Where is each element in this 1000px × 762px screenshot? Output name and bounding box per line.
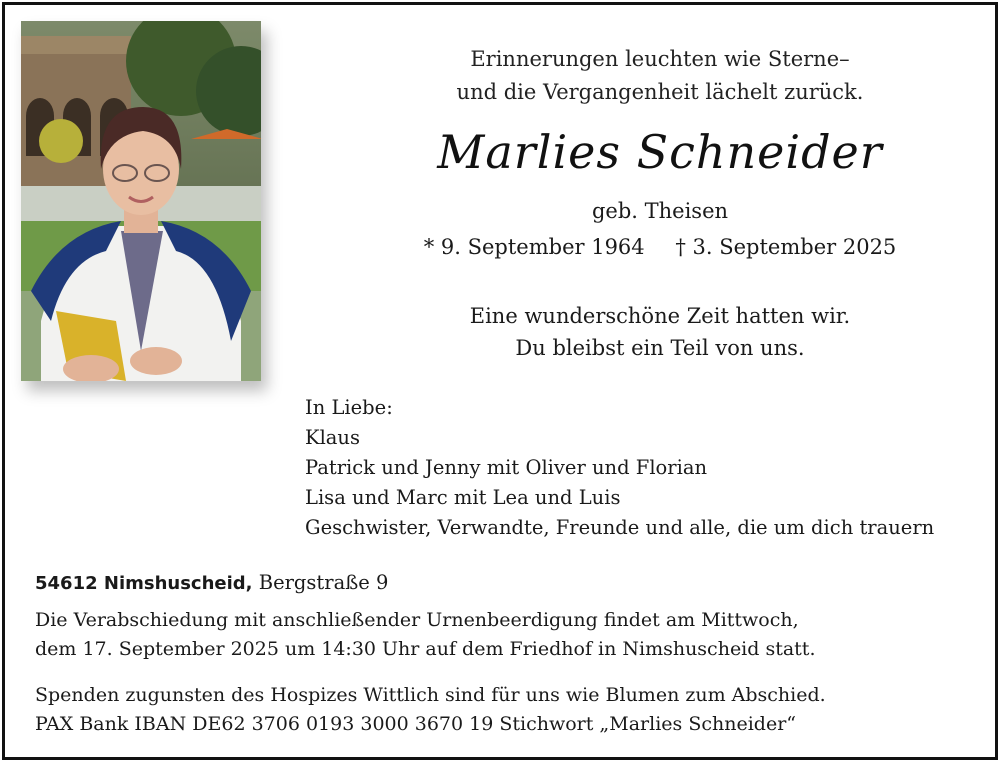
birth-date: * 9. September 1964 (423, 235, 645, 259)
portrait-photo (21, 21, 261, 381)
family-intro: In Liebe: (305, 396, 393, 419)
verse (315, 43, 1000, 109)
portrait-illustration (21, 21, 261, 381)
funeral-line-2: dem 17. September 2025 um 14:30 Uhr auf dem Friedhof in Nimshuscheid statt. (35, 638, 816, 660)
deceased-name: Marlies Schneider (437, 125, 883, 179)
donation-line-1: Spenden zugunsten des Hospizes Wittlich sind für uns wie Blumen zum Abschied. (35, 684, 826, 706)
donation-notice (35, 681, 826, 739)
funeral-notice (35, 606, 815, 664)
funeral-line-1: Die Verabschiedung mit anschließender Urnenbeerdigung findet am Mittwoch, (35, 609, 799, 631)
address-street: Bergstraße 9 (258, 571, 389, 594)
family-list (305, 393, 934, 543)
life-dates (315, 233, 1000, 261)
birth-name: geb. Theisen (591, 199, 729, 223)
saying (315, 300, 1000, 364)
family-member: Lisa und Marc mit Lea und Luis (305, 486, 621, 509)
verse-line-2: und die Vergangenheit lächelt zurück. (456, 80, 864, 104)
address-city: 54612 Nimshuscheid, (35, 573, 253, 594)
death-date: † 3. September 2025 (675, 235, 897, 259)
family-member: Geschwister, Verwandte, Freunde und alle, die um dich trauern (305, 516, 935, 539)
saying-line-2: Du bleibst ein Teil von uns. (515, 336, 805, 360)
address (35, 570, 388, 597)
verse-line-1: Erinnerungen leuchten wie Sterne– (470, 47, 850, 71)
obituary-frame (2, 2, 998, 760)
family-member: Klaus (305, 426, 360, 449)
saying-line-1: Eine wunderschöne Zeit hatten wir. (469, 304, 851, 328)
donation-line-2: PAX Bank IBAN DE62 3706 0193 3000 3670 19 Stichwort „Marlies Schneider“ (35, 713, 796, 735)
family-member: Patrick und Jenny mit Oliver und Florian (305, 456, 708, 479)
